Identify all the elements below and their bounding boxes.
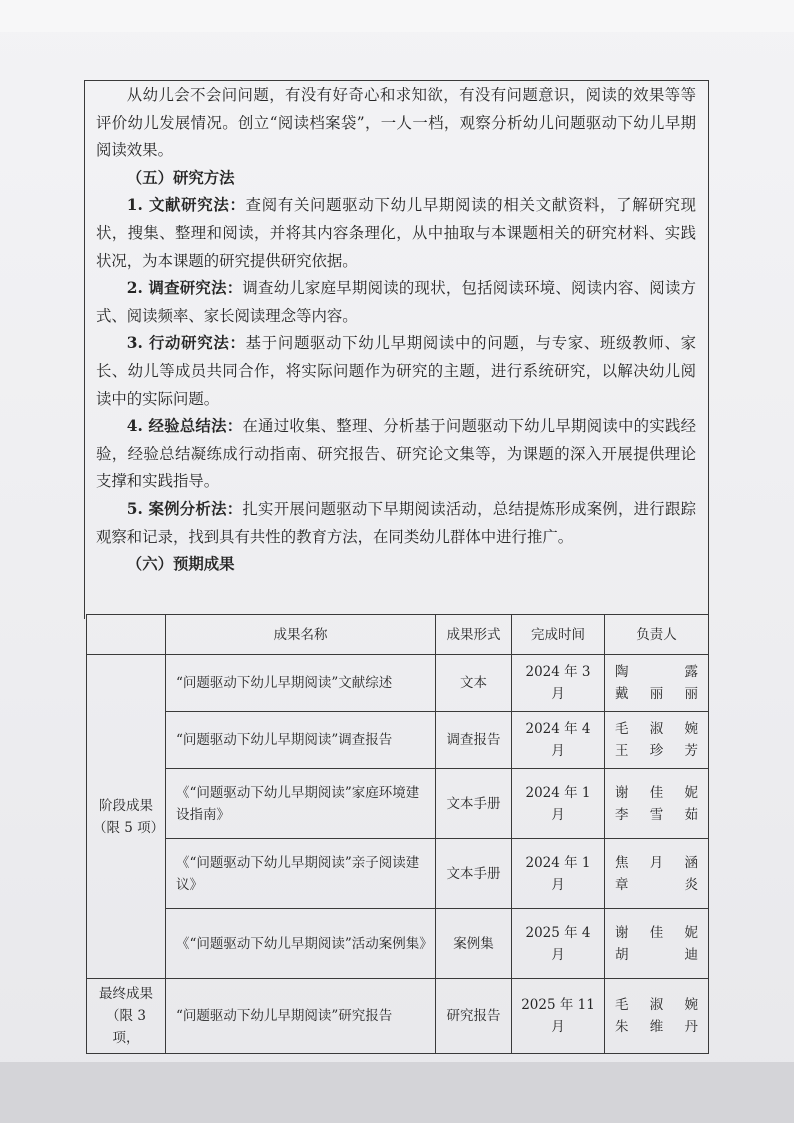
header-cell: 负责人 — [605, 615, 709, 655]
person-name: 谢佳妮 — [615, 924, 698, 941]
person-name: 谢佳妮 — [615, 784, 698, 801]
result-person — [605, 979, 709, 1054]
person-name: 戴丽丽 — [615, 686, 698, 702]
header-cell — [87, 615, 166, 655]
heading-research-methods: （五）研究方法 — [126, 168, 235, 187]
person-name: 胡 迪 — [615, 946, 698, 963]
table-header-row — [87, 615, 709, 655]
result-form: 调查报告 — [436, 712, 512, 769]
result-person — [605, 769, 709, 839]
method-2 — [96, 275, 696, 330]
result-form: 文本 — [436, 655, 512, 712]
method-text: 在通过收集、整理、分析基于问题驱动下幼儿早期阅读中的实践经验，经验总结凝练成行动指南、研究报告、研究论文集等，为课题的深入开展提供理论支撑和实践指导。 — [96, 417, 696, 491]
table-row — [87, 712, 709, 769]
top-margin — [0, 0, 794, 32]
person-name: 朱维丹 — [615, 1019, 698, 1035]
table-row — [87, 979, 709, 1054]
result-person — [605, 909, 709, 979]
result-person — [605, 655, 709, 712]
method-text: 扎实开展问题驱动下早期阅读活动，总结提炼形成案例，进行跟踪观察和记录，找到具有共性的教育方法，在同类幼儿群体中进行推广。 — [96, 499, 696, 546]
person-name: 陶 露 — [615, 664, 698, 680]
table-row — [87, 655, 709, 712]
method-5 — [96, 496, 696, 551]
result-name: “问题驱动下幼儿早期阅读”调查报告 — [166, 712, 436, 769]
result-name: 《“问题驱动下幼儿早期阅读”家庭环境建设指南》 — [166, 769, 436, 839]
person-name: 章 炎 — [615, 876, 698, 893]
table-row — [87, 839, 709, 909]
body-text — [96, 82, 696, 579]
person-name: 焦月涵 — [615, 854, 698, 871]
person-name: 毛淑婉 — [615, 721, 698, 737]
result-form: 文本手册 — [436, 839, 512, 909]
stage-label-cell: 阶段成果（限 5 项） — [87, 655, 166, 979]
header-cell: 成果名称 — [166, 615, 436, 655]
result-form: 研究报告 — [436, 979, 512, 1054]
method-label: 5. 案例分析法： — [126, 499, 243, 518]
result-person — [605, 839, 709, 909]
final-label-cell: 最终成果（限 3 项， — [87, 979, 166, 1054]
result-person — [605, 712, 709, 769]
method-4 — [96, 413, 696, 496]
result-time: 2025 年 4 月 — [512, 909, 605, 979]
result-time: 2024 年 4 月 — [512, 712, 605, 769]
person-name: 王珍芳 — [615, 743, 698, 759]
table-row — [87, 769, 709, 839]
header-cell: 完成时间 — [512, 615, 605, 655]
result-name: 《“问题驱动下幼儿早期阅读”亲子阅读建议》 — [166, 839, 436, 909]
result-name: “问题驱动下幼儿早期阅读”研究报告 — [166, 979, 436, 1054]
result-time: 2024 年 1 月 — [512, 839, 605, 909]
method-text: 调查幼儿家庭早期阅读的现状，包括阅读环境、阅读内容、阅读方式、阅读频率、家长阅读理念等内容。 — [96, 279, 696, 325]
header-cell: 成果形式 — [436, 615, 512, 655]
method-label: 2. 调查研究法： — [126, 279, 243, 298]
result-name: “问题驱动下幼儿早期阅读”文献综述 — [166, 655, 436, 712]
person-name: 李雪茹 — [615, 806, 698, 823]
paragraph-evaluation: 从幼儿会不会问问题，有没有好奇心和求知欲，有没有问题意识，阅读的效果等等评价幼儿发展情况。创立“阅读档案袋”，一人一档，观察分析幼儿问题驱动下幼儿早期阅读效果。 — [96, 86, 696, 160]
method-text: 基于问题驱动下幼儿早期阅读中的问题，与专家、班级教师、家长、幼儿等成员共同合作，将实际问题作为研究的主题，进行系统研究，以解决幼儿阅读中的实际问题。 — [96, 334, 696, 408]
expected-results-table — [86, 614, 709, 1054]
result-form: 文本手册 — [436, 769, 512, 839]
bottom-shadow — [0, 1062, 794, 1123]
result-time: 2025 年 11 月 — [512, 979, 605, 1054]
person-name: 毛淑婉 — [615, 997, 698, 1013]
result-name: 《“问题驱动下幼儿早期阅读”活动案例集》 — [166, 909, 436, 979]
method-label: 3. 行动研究法： — [126, 334, 246, 353]
result-time: 2024 年 3 月 — [512, 655, 605, 712]
method-text: 查阅有关问题驱动下幼儿早期阅读的相关文献资料，了解研究现状，搜集、整理和阅读，并将其内容条理化，从中抽取与本课题相关的研究材料、实践状况，为本课题的研究提供研究依据。 — [96, 196, 696, 270]
method-label: 4. 经验总结法： — [126, 417, 243, 436]
method-3 — [96, 330, 696, 413]
method-1 — [96, 192, 696, 275]
result-time: 2024 年 1 月 — [512, 769, 605, 839]
method-label: 1. 文献研究法： — [126, 196, 246, 215]
heading-expected-results: （六）预期成果 — [126, 555, 235, 574]
table-row — [87, 909, 709, 979]
result-form: 案例集 — [436, 909, 512, 979]
